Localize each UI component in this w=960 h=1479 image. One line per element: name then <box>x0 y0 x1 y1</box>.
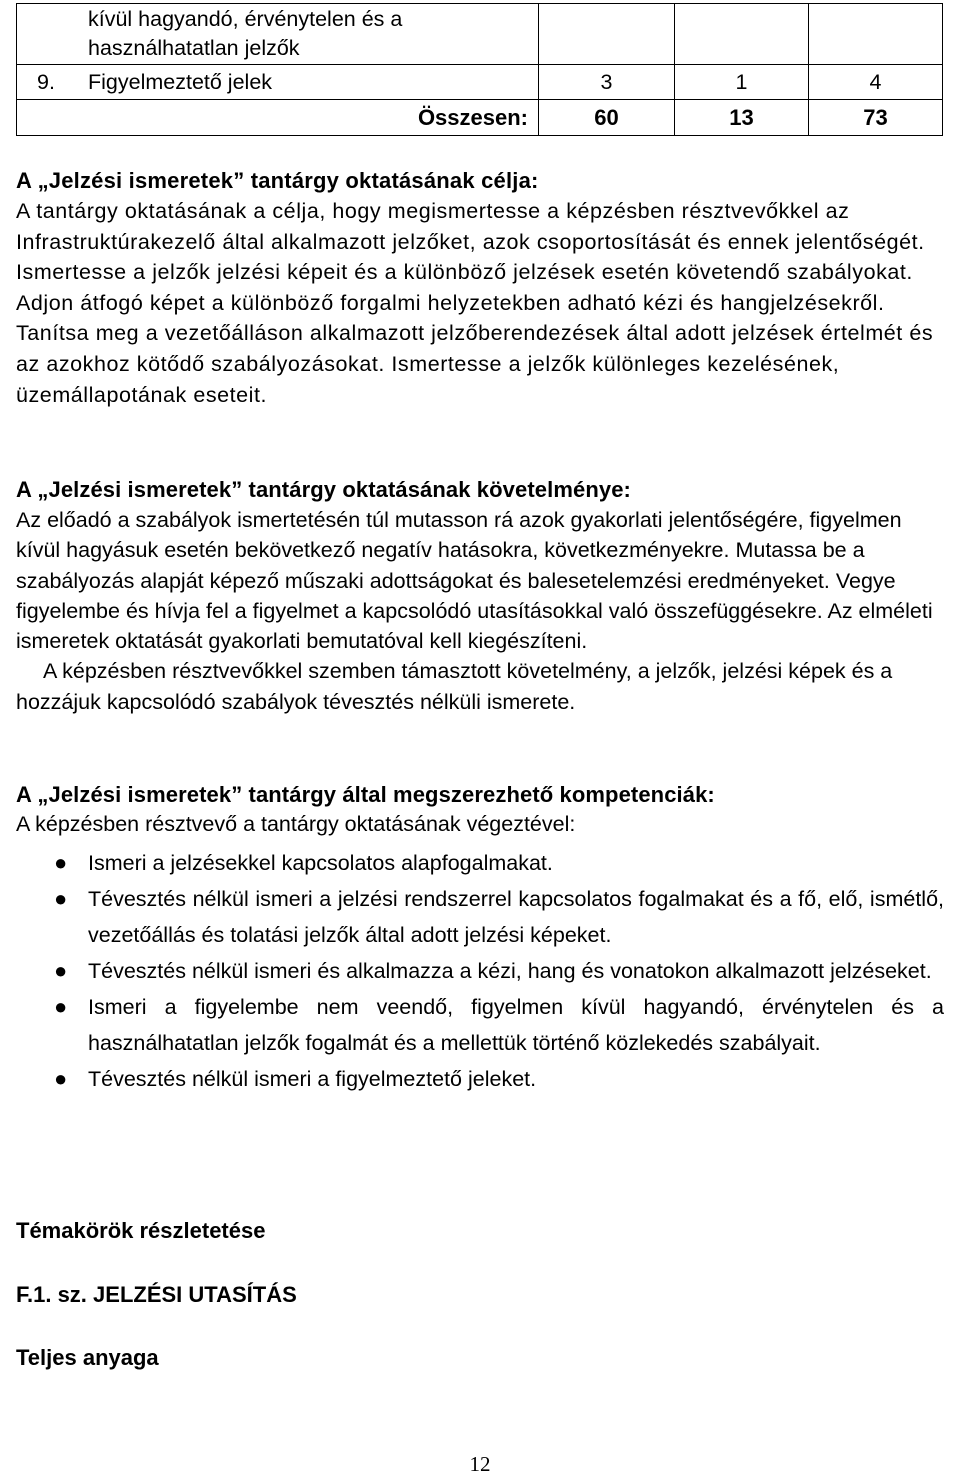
section-body: A tantárgy oktatásának a célja, hogy megismertesse a képzésben résztvevőkkel az Infrastruktúrakezelő által alkalmazott jelzőket, azok csoportosítását és ennek jelentőségét. Ismertesse a jelzők jelzési képeit és a különböző jelzések esetén követendő szabályokat. Adjon átfogó képet a különböző forgalmi helyzetekben adható kézi és hangjelzésekről. Tanítsa meg a vezetőálláson alkalmazott jelzőberendezések által adott jelzések értelmét és az azokhoz kötődő szabályozásokat. Ismertesse a jelzők különleges kezelésének, üzemállapotának eseteit. <box>16 199 934 407</box>
row-value-c <box>809 4 943 65</box>
section-title: A „Jelzési ismeretek” tantárgy által megszerezhető kompetenciák: <box>16 782 715 807</box>
row-value-b: 1 <box>675 65 809 100</box>
list-item-text: Tévesztés nélkül ismeri a jelzési rendszerrel kapcsolatos fogalmakat és a fő, elő, ismétlő, vezetőállás és tolatási jelzők által adott jelzési képeket. <box>88 887 944 947</box>
table-total-row <box>17 100 943 136</box>
list-item-text: Tévesztés nélkül ismeri a figyelmeztető jeleket. <box>88 1067 537 1091</box>
section-body-indented: A képzésben résztvevőkkel szemben támasztott követelmény, a jelzők, jelzési képek és a hozzájuk kapcsolódó szabályok tévesztés nélküli ismerete. <box>16 659 893 714</box>
list-item-text: Ismeri a jelzésekkel kapcsolatos alapfogalmakat. <box>88 851 553 875</box>
section-cel <box>16 166 944 410</box>
row-value-c: 4 <box>809 65 943 100</box>
total-value-c: 73 <box>809 100 943 136</box>
table-row <box>17 65 943 100</box>
bullet-icon: ● <box>54 1066 68 1091</box>
row-label-line2: használhatatlan jelzők <box>88 36 300 60</box>
list-item-text: Tévesztés nélkül ismeri és alkalmazza a kézi, hang és vonatokon alkalmazott jelzéseket. <box>88 959 932 983</box>
section-intro: A képzésben résztvevő a tantárgy oktatásának végeztével: <box>16 812 576 836</box>
list-item-text: Ismeri a figyelembe nem veendő, figyelmen kívül hagyandó, érvénytelen és a használhatatlan jelzők fogalmát és a mellettük történő közlekedés szabályait. <box>88 995 944 1055</box>
bullet-icon: ● <box>54 994 68 1019</box>
bullet-icon: ● <box>54 958 68 983</box>
heading-f1: F.1. sz. JELZÉSI UTASÍTÁS <box>16 1282 297 1307</box>
hours-table <box>16 3 943 136</box>
row-value-a <box>539 4 675 65</box>
row-label <box>17 4 539 65</box>
row-label-line1: kívül hagyandó, érvénytelen és a <box>88 7 403 31</box>
total-label: Összesen: <box>17 100 539 136</box>
section-title: A „Jelzési ismeretek” tantárgy oktatásának célja: <box>16 168 539 193</box>
total-value-b: 13 <box>675 100 809 136</box>
row-index: 9. <box>37 69 55 94</box>
section-kovetelmeny <box>16 475 944 717</box>
row-value-a: 3 <box>539 65 675 100</box>
row-value-b <box>675 4 809 65</box>
list-item <box>16 845 944 881</box>
competency-list <box>16 845 944 1097</box>
list-item <box>16 953 944 989</box>
row-label-text: Figyelmeztető jelek <box>88 69 273 94</box>
row-label <box>17 65 539 100</box>
section-title: A „Jelzési ismeretek” tantárgy oktatásának követelménye: <box>16 477 631 502</box>
table-row <box>17 4 943 65</box>
list-item <box>16 989 944 1061</box>
list-item <box>16 1061 944 1097</box>
heading-teljes-anyaga: Teljes anyaga <box>16 1345 159 1370</box>
heading-temakorok: Témakörök részletetése <box>16 1218 266 1243</box>
total-value-a: 60 <box>539 100 675 136</box>
section-kompetencia <box>16 780 944 1097</box>
list-item <box>16 881 944 953</box>
bullet-icon: ● <box>54 850 68 875</box>
bullet-icon: ● <box>54 886 68 911</box>
section-body: Az előadó a szabályok ismertetésén túl mutasson rá azok gyakorlati jelentőségére, figyelmen kívül hagyásuk esetén bekövetkező negatív hatásokra, következményekre. Mutassa be a szabályozás alapját képező műszaki adottságokat és balesetelemzési eredményeket. Vegye figyelembe és hívja fel a figyelmet a kapcsolódó utasításokkal való összefüggésekre. Az elméleti ismeretek oktatását gyakorlati bemutatóval kell kiegészíteni. <box>16 508 933 654</box>
page-number: 12 <box>469 1452 491 1476</box>
